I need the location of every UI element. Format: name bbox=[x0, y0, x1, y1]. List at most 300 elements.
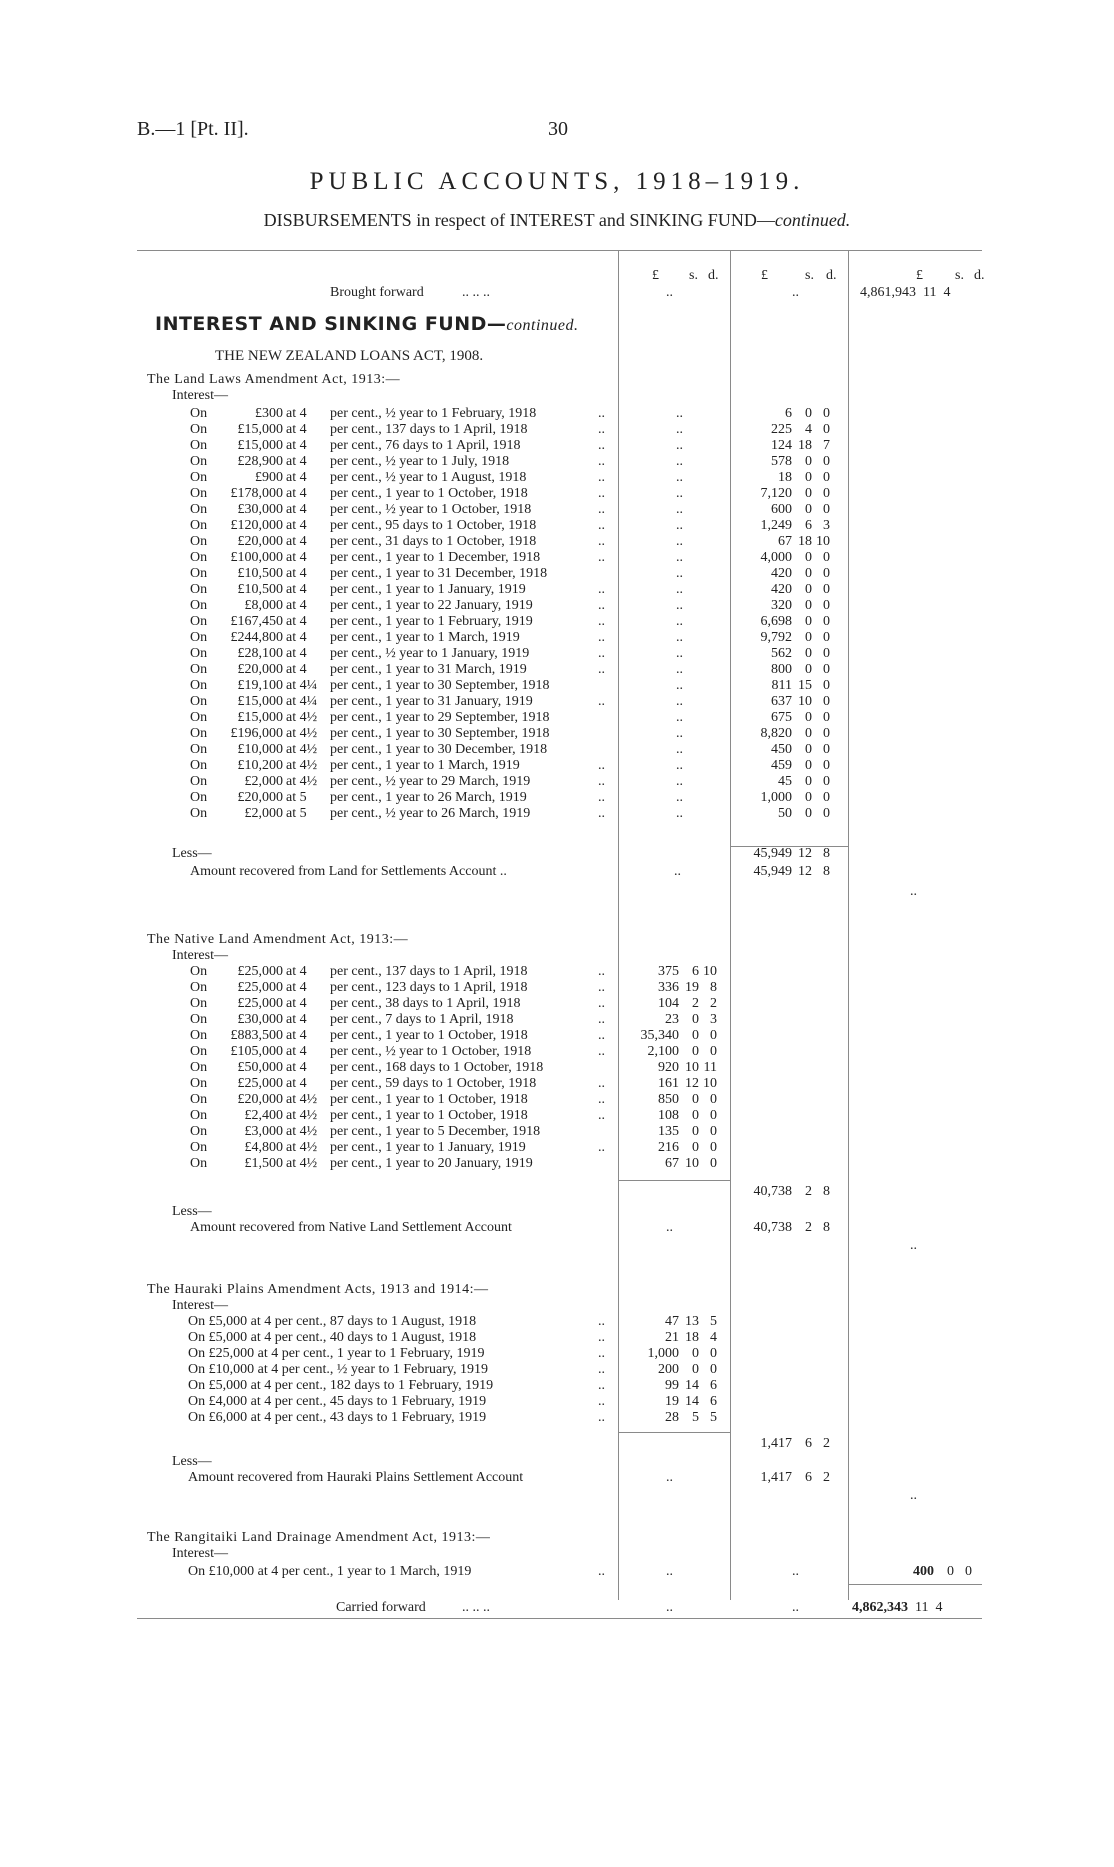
amount-shillings: 0 bbox=[805, 582, 812, 597]
dots-placeholder: .. bbox=[666, 1470, 673, 1485]
amount-pence: 0 bbox=[710, 1124, 717, 1139]
row-description: per cent., 31 days to 1 October, 1918 bbox=[330, 534, 537, 549]
interest-row bbox=[0, 502, 1114, 518]
row-amount bbox=[735, 694, 830, 710]
row-amount bbox=[622, 1028, 717, 1044]
row-on: On bbox=[190, 694, 208, 709]
row-amount bbox=[622, 1378, 717, 1394]
dots-placeholder: .. bbox=[676, 742, 683, 757]
row-rate: at 4 bbox=[286, 582, 307, 597]
dots-placeholder: .. bbox=[910, 1488, 917, 1503]
row-on: On bbox=[190, 1044, 208, 1059]
row-rate: at 4 bbox=[286, 502, 307, 517]
interest-row bbox=[0, 964, 1114, 980]
row-description: per cent., ½ year to 1 October, 1918 bbox=[330, 502, 532, 517]
dots-placeholder: .. bbox=[676, 438, 683, 453]
recovered-label: Amount recovered from Land for Settlements Account .. bbox=[190, 864, 507, 879]
interest-row bbox=[0, 470, 1114, 486]
interest-row bbox=[0, 1028, 1114, 1044]
row-rate: at 4½ bbox=[286, 742, 318, 757]
row-principal: £25,000 bbox=[237, 980, 283, 995]
interest-row bbox=[0, 710, 1114, 726]
amount-pounds: 1,249 bbox=[760, 518, 792, 533]
row-principal: £900 bbox=[255, 470, 283, 485]
interest-row bbox=[0, 1410, 1114, 1426]
amount-shillings: 0 bbox=[692, 1044, 699, 1059]
row-amount bbox=[622, 1060, 717, 1076]
amount-pounds: 562 bbox=[771, 646, 792, 661]
row-on: On bbox=[190, 1108, 208, 1123]
row-on: On bbox=[190, 406, 208, 421]
row-description: per cent., ½ year to 1 February, 1918 bbox=[330, 406, 537, 421]
row-description: per cent., 1 year to 5 December, 1918 bbox=[330, 1124, 541, 1139]
amount-pence: 0 bbox=[710, 1044, 717, 1059]
row-amount bbox=[735, 566, 830, 582]
row-dots: .. bbox=[598, 1362, 605, 1377]
interest-row bbox=[0, 438, 1114, 454]
row-on: On bbox=[190, 1124, 208, 1139]
amount-pounds: 200 bbox=[658, 1362, 679, 1377]
amount-pence: 0 bbox=[710, 1108, 717, 1123]
interest-row bbox=[0, 1124, 1114, 1140]
amount-pounds: 135 bbox=[658, 1124, 679, 1139]
amount-pence: 0 bbox=[823, 454, 830, 469]
row-dots: .. bbox=[598, 598, 605, 613]
row-description: per cent., 1 year to 22 January, 1919 bbox=[330, 598, 533, 613]
row-amount bbox=[622, 1076, 717, 1092]
row-on: On bbox=[190, 742, 208, 757]
amount-pence: 0 bbox=[710, 1156, 717, 1171]
row-principal: £883,500 bbox=[230, 1028, 283, 1043]
row-rate: at 4 bbox=[286, 550, 307, 565]
row-amount bbox=[735, 630, 830, 646]
amount-shillings: 6 bbox=[692, 964, 699, 979]
row-amount bbox=[622, 980, 717, 996]
row-on: On bbox=[190, 806, 208, 821]
row-on: On bbox=[190, 486, 208, 501]
row-rate: at 4 bbox=[286, 980, 307, 995]
section-heading: INTEREST AND SINKING FUND—continued. bbox=[155, 313, 579, 335]
interest-label: Interest— bbox=[172, 1546, 228, 1561]
row-dots: .. bbox=[598, 1410, 605, 1425]
row-amount bbox=[622, 964, 717, 980]
row-on: On bbox=[190, 1076, 208, 1091]
row-dots: .. bbox=[598, 550, 605, 565]
row-rate: at 5 bbox=[286, 790, 307, 805]
row-rate: at 4 bbox=[286, 454, 307, 469]
amount-pence: 0 bbox=[823, 678, 830, 693]
amount-shillings: 0 bbox=[805, 710, 812, 725]
dots-placeholder: .. bbox=[676, 486, 683, 501]
amount-pounds: 99 bbox=[665, 1378, 679, 1393]
row-description: per cent., 1 year to 30 September, 1918 bbox=[330, 726, 550, 741]
dots-placeholder: .. bbox=[676, 502, 683, 517]
row-amount bbox=[735, 790, 830, 806]
row-rate: at 4½ bbox=[286, 1124, 318, 1139]
amount-pence: 10 bbox=[816, 534, 830, 549]
dots-placeholder: .. bbox=[676, 614, 683, 629]
amount-pence: 7 bbox=[823, 438, 830, 453]
row-rate: at 4½ bbox=[286, 710, 318, 725]
amount-shillings: 0 bbox=[805, 790, 812, 805]
row-on: On bbox=[190, 518, 208, 533]
row-dots: .. bbox=[598, 1028, 605, 1043]
amount-shillings: 18 bbox=[685, 1330, 699, 1345]
row-on: On bbox=[190, 1060, 208, 1075]
dots-placeholder: .. bbox=[676, 534, 683, 549]
row-description: per cent., 1 year to 20 January, 1919 bbox=[330, 1156, 533, 1171]
row-description: On £4,000 at 4 per cent., 45 days to 1 February, 1919 bbox=[188, 1394, 487, 1409]
row-description: per cent., 1 year to 1 February, 1919 bbox=[330, 614, 533, 629]
amount-pence: 0 bbox=[823, 550, 830, 565]
amount-shillings: 18 bbox=[798, 534, 812, 549]
row-dots: .. bbox=[598, 1044, 605, 1059]
row-dots: .. bbox=[598, 438, 605, 453]
amount-pence: 0 bbox=[710, 1346, 717, 1361]
row-rate: at 4½ bbox=[286, 726, 318, 741]
amount-shillings: 0 bbox=[692, 1124, 699, 1139]
amount-pounds: 375 bbox=[658, 964, 679, 979]
interest-row bbox=[0, 996, 1114, 1012]
amount-shillings: 14 bbox=[685, 1394, 699, 1409]
row-on: On bbox=[190, 630, 208, 645]
row-principal: £25,000 bbox=[237, 1076, 283, 1091]
amount-shillings: 0 bbox=[805, 614, 812, 629]
row-description: per cent., 59 days to 1 October, 1918 bbox=[330, 1076, 537, 1091]
interest-row bbox=[0, 598, 1114, 614]
row-on: On bbox=[190, 614, 208, 629]
row-principal: £167,450 bbox=[230, 614, 283, 629]
amount-shillings: 0 bbox=[805, 470, 812, 485]
dots-placeholder: .. bbox=[676, 726, 683, 741]
interest-row bbox=[0, 1076, 1114, 1092]
interest-row bbox=[0, 662, 1114, 678]
amount-shillings: 0 bbox=[692, 1012, 699, 1027]
row-description: per cent., 1 year to 1 December, 1918 bbox=[330, 550, 541, 565]
amount-pence: 0 bbox=[823, 406, 830, 421]
amount-shillings: 0 bbox=[692, 1092, 699, 1107]
amount-shillings: 0 bbox=[805, 742, 812, 757]
row-amount bbox=[735, 646, 830, 662]
row-rate: at 4½ bbox=[286, 1092, 318, 1107]
row-description: On £5,000 at 4 per cent., 87 days to 1 August, 1918 bbox=[188, 1314, 477, 1329]
row-rate: at 4 bbox=[286, 1012, 307, 1027]
row-principal: £20,000 bbox=[237, 534, 283, 549]
interest-row bbox=[0, 422, 1114, 438]
row-on: On bbox=[190, 1156, 208, 1171]
row-dots: .. bbox=[598, 1076, 605, 1091]
row-rate: at 4 bbox=[286, 1060, 307, 1075]
amount-shillings: 4 bbox=[805, 422, 812, 437]
row-principal: £8,000 bbox=[244, 598, 283, 613]
dots-placeholder: .. bbox=[676, 806, 683, 821]
amount-pence: 0 bbox=[823, 646, 830, 661]
amount-pounds: 21 bbox=[665, 1330, 679, 1345]
amount-shillings: 15 bbox=[798, 678, 812, 693]
interest-row bbox=[0, 980, 1114, 996]
amount-pounds: 4,000 bbox=[760, 550, 792, 565]
row-dots: .. bbox=[598, 518, 605, 533]
row-amount bbox=[735, 518, 830, 534]
row-rate: at 4 bbox=[286, 422, 307, 437]
amount-pounds: 9,792 bbox=[760, 630, 792, 645]
row-description: per cent., 137 days to 1 April, 1918 bbox=[330, 422, 528, 437]
amount-pounds: 67 bbox=[665, 1156, 679, 1171]
interest-row bbox=[0, 486, 1114, 502]
row-amount bbox=[622, 1140, 717, 1156]
row-description: per cent., ½ year to 1 January, 1919 bbox=[330, 646, 530, 661]
amount-pence: 10 bbox=[703, 964, 717, 979]
row-rate: at 4 bbox=[286, 1028, 307, 1043]
amount-pounds: 216 bbox=[658, 1140, 679, 1155]
row-description: per cent., 1 year to 29 September, 1918 bbox=[330, 710, 550, 725]
interest-row bbox=[0, 1394, 1114, 1410]
amount-pence: 0 bbox=[823, 614, 830, 629]
row-dots: .. bbox=[598, 422, 605, 437]
act-hauraki-recovered: 1,417 6 2 bbox=[760, 1470, 830, 1485]
col1-pound-header: £ bbox=[652, 268, 659, 283]
row-on: On bbox=[190, 534, 208, 549]
row-principal: £30,000 bbox=[237, 1012, 283, 1027]
amount-shillings: 0 bbox=[692, 1346, 699, 1361]
interest-row bbox=[0, 582, 1114, 598]
interest-row bbox=[0, 1092, 1114, 1108]
row-principal: £1,500 bbox=[244, 1156, 283, 1171]
row-amount bbox=[622, 1156, 717, 1172]
carried-forward-dots: .. .. .. bbox=[462, 1600, 490, 1615]
row-amount bbox=[622, 1394, 717, 1410]
row-on: On bbox=[190, 1012, 208, 1027]
amount-pence: 0 bbox=[823, 806, 830, 821]
amount-pounds: 19 bbox=[665, 1394, 679, 1409]
amount-pounds: 104 bbox=[658, 996, 679, 1011]
row-rate: at 4 bbox=[286, 996, 307, 1011]
col3-pound-header: £ bbox=[916, 268, 923, 283]
row-dots: .. bbox=[598, 646, 605, 661]
row-on: On bbox=[190, 1140, 208, 1155]
amount-shillings: 0 bbox=[692, 1028, 699, 1043]
row-dots: .. bbox=[598, 1314, 605, 1329]
row-principal: £3,000 bbox=[244, 1124, 283, 1139]
row-amount bbox=[622, 1410, 717, 1426]
amount-pence: 0 bbox=[710, 1362, 717, 1377]
row-amount bbox=[622, 1092, 717, 1108]
amount-pence: 0 bbox=[823, 470, 830, 485]
row-rate: at 4 bbox=[286, 406, 307, 421]
amount-pounds: 47 bbox=[665, 1314, 679, 1329]
table-bottom-rule bbox=[137, 1618, 982, 1619]
row-on: On bbox=[190, 550, 208, 565]
row-dots: .. bbox=[598, 1346, 605, 1361]
brought-forward-dots: .. .. .. bbox=[462, 285, 490, 300]
col1-d-header: d. bbox=[708, 268, 719, 283]
amount-shillings: 10 bbox=[685, 1156, 699, 1171]
row-dots: .. bbox=[598, 980, 605, 995]
dots-placeholder: .. bbox=[676, 630, 683, 645]
dots-placeholder: .. bbox=[676, 678, 683, 693]
row-amount bbox=[735, 614, 830, 630]
amount-pence: 6 bbox=[710, 1378, 717, 1393]
row-dots: .. bbox=[598, 1092, 605, 1107]
row-rate: at 4 bbox=[286, 566, 307, 581]
row-rate: at 4 bbox=[286, 964, 307, 979]
amount-pounds: 800 bbox=[771, 662, 792, 677]
row-amount bbox=[735, 742, 830, 758]
amount-pounds: 850 bbox=[658, 1092, 679, 1107]
row-dots: .. bbox=[598, 630, 605, 645]
act-land-laws-total: 45,949 12 8 bbox=[753, 846, 830, 861]
row-dots: .. bbox=[598, 502, 605, 517]
row-description: per cent., 1 year to 1 March, 1919 bbox=[330, 758, 520, 773]
dots-placeholder: .. bbox=[674, 864, 681, 879]
row-principal: £10,500 bbox=[237, 582, 283, 597]
row-rate: at 4 bbox=[286, 662, 307, 677]
row-amount bbox=[622, 1330, 717, 1346]
interest-row bbox=[0, 1362, 1114, 1378]
row-dots: .. bbox=[598, 1140, 605, 1155]
dots-placeholder: .. bbox=[676, 646, 683, 661]
row-principal: £10,200 bbox=[237, 758, 283, 773]
interest-label: Interest— bbox=[172, 948, 228, 963]
row-on: On bbox=[190, 1092, 208, 1107]
interest-row bbox=[0, 550, 1114, 566]
row-principal: £50,000 bbox=[237, 1060, 283, 1075]
row-principal: £120,000 bbox=[230, 518, 283, 533]
amount-pence: 0 bbox=[823, 502, 830, 517]
amount-pounds: 420 bbox=[771, 566, 792, 581]
amount-pounds: 420 bbox=[771, 582, 792, 597]
row-amount bbox=[735, 806, 830, 822]
row-description: per cent., 1 year to 1 January, 1919 bbox=[330, 1140, 526, 1155]
amount-pence: 6 bbox=[710, 1394, 717, 1409]
row-on: On bbox=[190, 710, 208, 725]
row-dots: .. bbox=[598, 534, 605, 549]
amount-shillings: 0 bbox=[805, 502, 812, 517]
row-rate: at 4 bbox=[286, 534, 307, 549]
amount-pence: 0 bbox=[823, 726, 830, 741]
act-title-land-laws: The Land Laws Amendment Act, 1913:— bbox=[147, 372, 401, 387]
dots-placeholder: .. bbox=[910, 884, 917, 899]
row-principal: £4,800 bbox=[244, 1140, 283, 1155]
amount-pence: 0 bbox=[823, 790, 830, 805]
amount-pounds: 811 bbox=[771, 678, 792, 693]
amount-shillings: 13 bbox=[685, 1314, 699, 1329]
interest-row bbox=[0, 1140, 1114, 1156]
dots-placeholder: .. bbox=[676, 422, 683, 437]
row-principal: £15,000 bbox=[237, 694, 283, 709]
dots-placeholder: .. bbox=[676, 662, 683, 677]
amount-pounds: 2,100 bbox=[647, 1044, 679, 1059]
amount-shillings: 0 bbox=[805, 726, 812, 741]
amount-pence: 0 bbox=[823, 630, 830, 645]
amount-pounds: 320 bbox=[771, 598, 792, 613]
amount-shillings: 0 bbox=[805, 454, 812, 469]
row-on: On bbox=[190, 438, 208, 453]
row-on: On bbox=[190, 470, 208, 485]
act-hauraki-total: 1,417 6 2 bbox=[760, 1436, 830, 1451]
col2-s-header: s. bbox=[805, 268, 814, 283]
act-land-laws-recovered: 45,949 12 8 bbox=[753, 864, 830, 879]
interest-row bbox=[0, 1314, 1114, 1330]
interest-row bbox=[0, 726, 1114, 742]
row-rate: at 4 bbox=[286, 614, 307, 629]
amount-pounds: 124 bbox=[771, 438, 792, 453]
dots-placeholder: .. bbox=[676, 598, 683, 613]
row-principal: £196,000 bbox=[230, 726, 283, 741]
amount-pounds: 578 bbox=[771, 454, 792, 469]
amount-pounds: 450 bbox=[771, 742, 792, 757]
row-rate: at 4½ bbox=[286, 1156, 318, 1171]
dots-placeholder: .. bbox=[666, 1600, 673, 1615]
interest-row bbox=[0, 758, 1114, 774]
amount-pounds: 1,000 bbox=[647, 1346, 679, 1361]
row-on: On bbox=[190, 422, 208, 437]
row-on: On bbox=[190, 678, 208, 693]
row-dots: .. bbox=[598, 790, 605, 805]
brought-forward-label: Brought forward bbox=[330, 285, 424, 300]
row-dots: .. bbox=[598, 582, 605, 597]
amount-shillings: 12 bbox=[685, 1076, 699, 1091]
row-amount bbox=[735, 726, 830, 742]
row-amount bbox=[622, 1346, 717, 1362]
interest-row bbox=[0, 646, 1114, 662]
dots-placeholder: .. bbox=[676, 454, 683, 469]
amount-pence: 0 bbox=[823, 742, 830, 757]
amount-shillings: 0 bbox=[692, 1108, 699, 1123]
amount-pounds: 459 bbox=[771, 758, 792, 773]
amount-shillings: 0 bbox=[805, 630, 812, 645]
dots-placeholder: .. bbox=[676, 550, 683, 565]
row-principal: £2,000 bbox=[244, 774, 283, 789]
total-rule bbox=[848, 1584, 982, 1585]
row-on: On bbox=[190, 454, 208, 469]
row-description: On £6,000 at 4 per cent., 43 days to 1 February, 1919 bbox=[188, 1410, 487, 1425]
amount-shillings: 0 bbox=[692, 1362, 699, 1377]
row-principal: £15,000 bbox=[237, 710, 283, 725]
amount-pounds: 336 bbox=[658, 980, 679, 995]
amount-shillings: 14 bbox=[685, 1378, 699, 1393]
amount-pounds: 35,340 bbox=[640, 1028, 679, 1043]
interest-row bbox=[0, 1060, 1114, 1076]
col1-s-header: s. bbox=[689, 268, 698, 283]
dots-placeholder: .. bbox=[666, 1564, 673, 1579]
row-rate: at 4¼ bbox=[286, 694, 318, 709]
carried-forward-total: 4,862,343 11 4 bbox=[852, 1600, 943, 1615]
row-principal: £2,000 bbox=[244, 806, 283, 821]
interest-row bbox=[0, 694, 1114, 710]
section-subheading: THE NEW ZEALAND LOANS ACT, 1908. bbox=[215, 348, 484, 364]
amount-pence: 2 bbox=[710, 996, 717, 1011]
row-principal: £300 bbox=[255, 406, 283, 421]
row-description: per cent., 1 year to 31 March, 1919 bbox=[330, 662, 527, 677]
row-principal: £28,100 bbox=[237, 646, 283, 661]
row-on: On bbox=[190, 790, 208, 805]
amount-shillings: 18 bbox=[798, 438, 812, 453]
act-title-native-land: The Native Land Amendment Act, 1913:— bbox=[147, 932, 409, 947]
amount-shillings: 10 bbox=[798, 694, 812, 709]
less-label: Less— bbox=[172, 1454, 212, 1469]
amount-pounds: 23 bbox=[665, 1012, 679, 1027]
amount-pence: 10 bbox=[703, 1076, 717, 1091]
row-rate: at 4 bbox=[286, 470, 307, 485]
row-description: per cent., ½ year to 29 March, 1919 bbox=[330, 774, 531, 789]
interest-row bbox=[0, 678, 1114, 694]
row-amount bbox=[735, 758, 830, 774]
amount-shillings: 10 bbox=[685, 1060, 699, 1075]
recovered-label: Amount recovered from Hauraki Plains Settlement Account bbox=[188, 1470, 524, 1485]
row-principal: £15,000 bbox=[237, 422, 283, 437]
row-description: per cent., 1 year to 31 January, 1919 bbox=[330, 694, 533, 709]
